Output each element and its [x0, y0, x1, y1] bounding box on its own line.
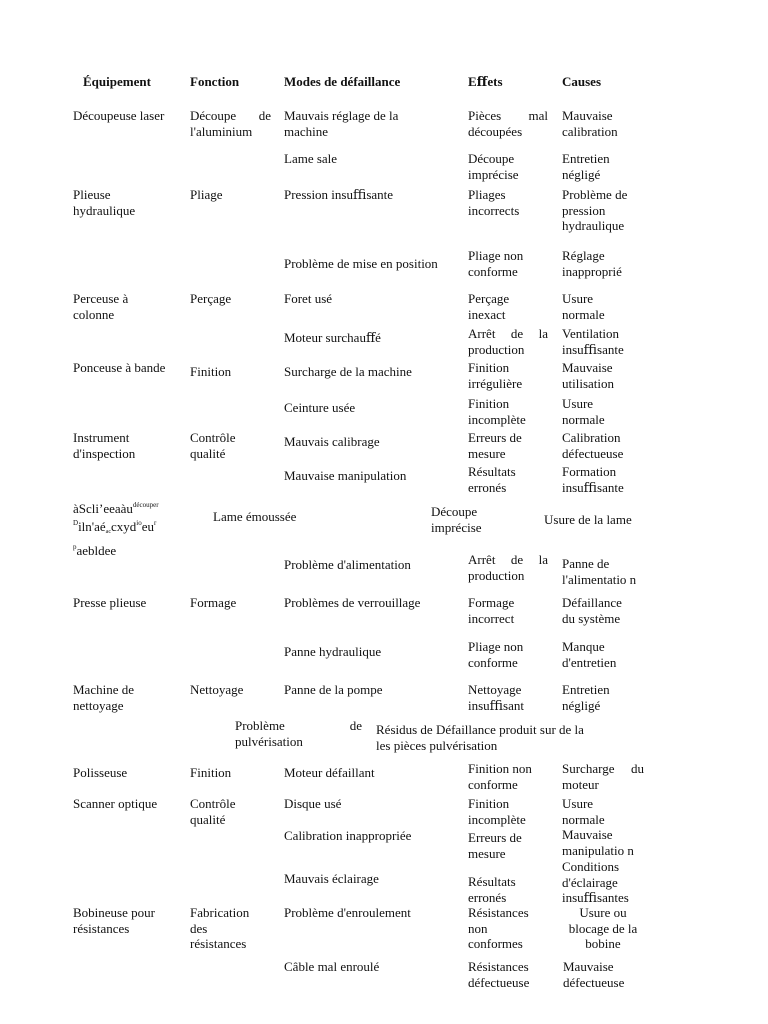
equipment-cell: Instrument d'inspection	[73, 430, 136, 461]
header-equipment: Équipement	[83, 74, 151, 89]
function-cell: Finition	[190, 364, 232, 379]
effect-cell: Résultats erronés	[468, 874, 516, 905]
equipment-cell: Presse plieuse	[73, 595, 147, 610]
equipment-cell: Scanner optique	[73, 796, 158, 811]
cause-cell: Conditions d'éclairage insuﬃsantes	[562, 859, 629, 905]
function-cell: Contrôle qualité	[190, 796, 236, 827]
equipment-cell: Perceuse à colonne	[73, 291, 129, 322]
effect-cell: Erreurs de mesure	[468, 430, 522, 461]
failure-mode-cell: Disque usé	[284, 796, 342, 811]
effect-cell: Résultats erronés	[468, 464, 516, 495]
function-cell: Pliage	[190, 187, 223, 202]
failure-mode-cell: Mauvais réglage de la machine	[284, 108, 399, 139]
effect-cell: Découpe imprécise	[431, 504, 482, 535]
failure-mode-cell: Ceinture usée	[284, 400, 356, 415]
failure-mode-cell: Mauvais éclairage	[284, 871, 379, 886]
failure-mode-cell: Panne de la pompe	[284, 682, 383, 697]
effect-cell: Nettoyage insuﬃsant	[468, 682, 524, 713]
cause-cell: Défaillance du système	[562, 595, 622, 626]
cause-cell: Entretien négligé	[562, 682, 610, 713]
effect-cell-merged: Résidus de Défaillance produit sur de la les pièces pulvérisation	[376, 722, 584, 753]
cause-cell: Ventilation insuﬃsante	[562, 326, 624, 357]
failure-mode-cell: Problème d'alimentation	[284, 557, 411, 572]
equipment-cell: Bobineuse pour résistances	[73, 905, 155, 936]
equipment-cell: Ponceuse à bande	[73, 360, 166, 375]
effect-cell: Arrêt de la production	[468, 552, 548, 583]
equipment-cell-garbled: àScli’eeaàu$^{découper}$ $^Diln'aé_{ac}cxyd^{io}eu^r$ $^p$aebldee	[73, 501, 159, 558]
cause-cell: Mauvaise défectueuse	[563, 959, 625, 990]
failure-mode-cell: Câble mal enroulé	[284, 959, 380, 974]
effect-cell: Découpe imprécise	[468, 151, 519, 182]
failure-mode-cell: Problème de pulvérisation	[235, 718, 362, 749]
function-cell: Contrôle qualité	[190, 430, 236, 461]
effect-cell: Erreurs de mesure	[468, 830, 522, 861]
cause-cell: Panne de l'alimentatio n	[562, 556, 637, 587]
effect-cell: Arrêt de la production	[468, 326, 548, 357]
effect-cell: Résistances non conformes	[468, 905, 529, 951]
failure-mode-cell: Problème d'enroulement	[284, 905, 411, 920]
effect-cell: Résistances défectueuse	[468, 959, 530, 990]
cause-cell: Manque d'entretien	[562, 639, 617, 670]
failure-mode-cell: Moteur défaillant	[284, 765, 375, 780]
failure-mode-cell: Problèmes de verrouillage	[284, 595, 421, 610]
failure-mode-cell: Foret usé	[284, 291, 333, 306]
cause-cell: Mauvaise manipulatio n	[562, 827, 634, 858]
effect-cell: Pliage non conforme	[468, 248, 524, 279]
effect-cell: Finition non conforme	[468, 761, 532, 792]
effect-cell: Finition incomplète	[468, 396, 526, 427]
equipment-cell: Machine de nettoyage	[73, 682, 135, 713]
function-cell: Découpe de l'aluminium	[190, 108, 271, 139]
cause-cell: Usure normale	[562, 291, 605, 322]
cause-cell: Mauvaise calibration	[562, 108, 618, 139]
header-failure-modes: Modes de défaillance	[284, 74, 401, 89]
cause-cell: Calibration défectueuse	[562, 430, 624, 461]
effect-cell: Formage incorrect	[468, 595, 515, 626]
cause-cell: Surcharge du moteur	[562, 761, 644, 792]
cause-cell: Usure ou blocage de la bobine	[568, 905, 638, 951]
equipment-cell: Découpeuse laser	[73, 108, 165, 123]
failure-mode-cell: Mauvais calibrage	[284, 434, 380, 449]
effect-cell: Finition incomplète	[468, 796, 526, 827]
function-cell: Formage	[190, 595, 237, 610]
equipment-cell: Polisseuse	[73, 765, 128, 780]
failure-mode-cell: Mauvaise manipulation	[284, 468, 407, 483]
failure-mode-cell: Pression insuﬃsante	[284, 187, 394, 202]
header-effects: Eﬀets	[468, 74, 503, 89]
effect-cell: Pliage non conforme	[468, 639, 524, 670]
failure-mode-cell: Problème de mise en position	[284, 256, 438, 271]
effect-cell: Perçage inexact	[468, 291, 510, 322]
failure-mode-cell: Lame sale	[284, 151, 338, 166]
cause-cell: Formation insuﬃsante	[562, 464, 624, 495]
failure-mode-cell: Lame émoussée	[213, 509, 297, 524]
cause-cell: Usure normale	[562, 396, 605, 427]
function-cell: Nettoyage	[190, 682, 244, 697]
effect-cell: Finition irrégulière	[468, 360, 523, 391]
cause-cell: Entretien négligé	[562, 151, 610, 182]
failure-mode-cell: Calibration inappropriée	[284, 828, 412, 843]
effect-cell: Pièces mal découpées	[468, 108, 548, 139]
function-cell: Finition	[190, 765, 232, 780]
cause-cell: Réglage inapproprié	[562, 248, 622, 279]
header-causes: Causes	[562, 74, 602, 89]
cause-cell: Usure normale	[562, 796, 605, 827]
cause-cell: Usure de la lame	[544, 512, 632, 527]
header-function: Fonction	[190, 74, 240, 89]
cause-cell: Problème de pression hydraulique	[562, 187, 628, 233]
function-cell: Fabrication des résistances	[190, 905, 250, 951]
failure-mode-cell: Moteur surchauﬀé	[284, 330, 381, 345]
cause-cell: Mauvaise utilisation	[562, 360, 614, 391]
equipment-cell: Plieuse hydraulique	[73, 187, 136, 218]
failure-mode-cell: Surcharge de la machine	[284, 364, 412, 379]
function-cell: Perçage	[190, 291, 232, 306]
effect-cell: Pliages incorrects	[468, 187, 520, 218]
failure-mode-cell: Panne hydraulique	[284, 644, 382, 659]
